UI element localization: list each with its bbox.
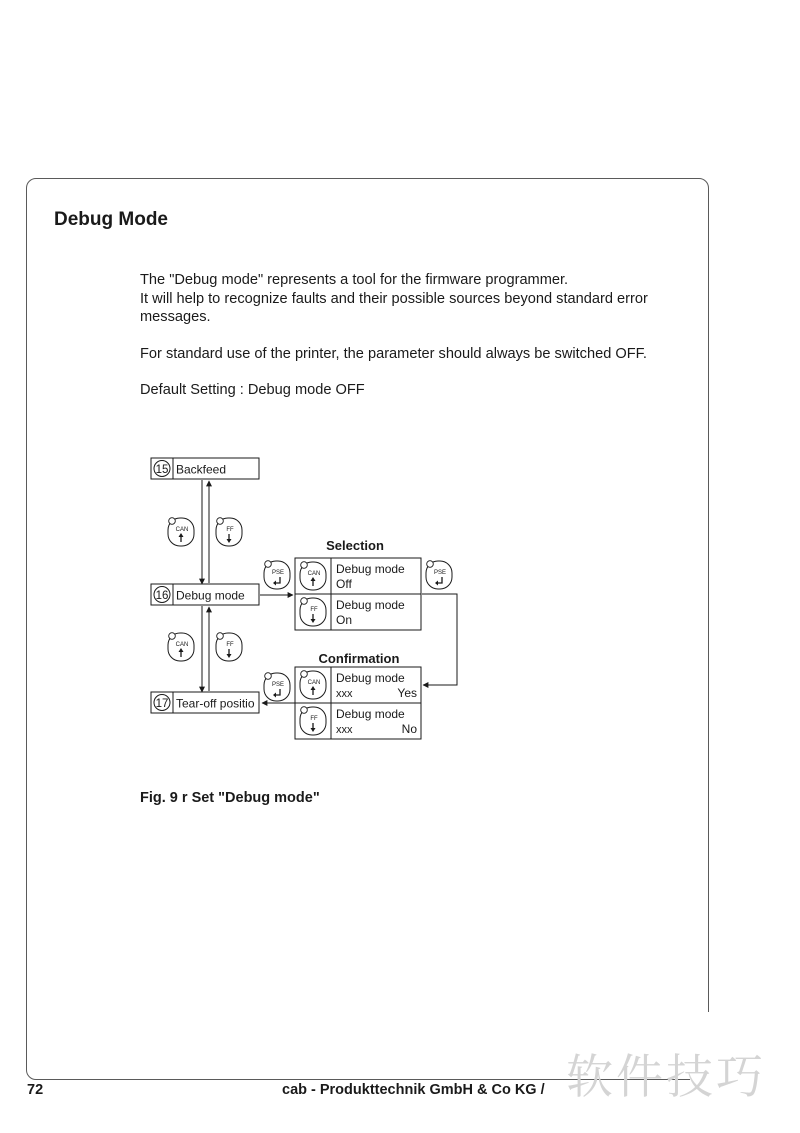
- usage-paragraph: For standard use of the printer, the parameter should always be switched OFF.: [140, 346, 647, 362]
- menu-item-17: [151, 692, 259, 713]
- can-up-key-icon: [300, 671, 326, 699]
- option-value: xxx: [336, 724, 353, 736]
- menu-item-label: Debug mode: [176, 588, 245, 603]
- selection-heading: Selection: [326, 538, 384, 553]
- page-number: 72: [27, 1082, 44, 1098]
- publisher-footer: cab - Produkttechnik GmbH & Co KG /: [282, 1082, 545, 1098]
- key-label: CAN: [307, 680, 321, 686]
- key-label: PSE: [433, 570, 447, 576]
- key-led-icon: [301, 671, 308, 678]
- default-setting: Default Setting : Debug mode OFF: [140, 382, 365, 398]
- key-led-icon: [265, 561, 272, 568]
- ff-down-key-icon: [216, 518, 242, 546]
- section-title: Debug Mode: [54, 209, 168, 230]
- key-led-icon: [169, 518, 176, 525]
- pse-enter-key-icon: [264, 561, 290, 589]
- key-label: FF: [310, 607, 318, 613]
- key-led-icon: [217, 633, 224, 640]
- key-led-icon: [169, 633, 176, 640]
- option-title: Debug mode: [336, 671, 405, 685]
- menu-item-number: 15: [155, 464, 169, 476]
- key-led-icon: [301, 707, 308, 714]
- key-led-icon: [217, 518, 224, 525]
- menu-item-label: Backfeed: [176, 462, 227, 477]
- key-label: FF: [310, 716, 318, 722]
- key-label: CAN: [307, 571, 321, 577]
- menu-item-number: 16: [155, 590, 169, 602]
- ff-down-key-icon: [300, 707, 326, 735]
- option-title: Debug mode: [336, 562, 405, 576]
- key-led-icon: [265, 673, 272, 680]
- key-led-icon: [301, 598, 308, 605]
- to-confirmation-arrow: [422, 594, 457, 685]
- key-led-icon: [301, 562, 308, 569]
- option-value: xxx: [336, 688, 353, 700]
- pse-enter-key-icon: [264, 673, 290, 701]
- figure-caption: Fig. 9 r Set "Debug mode": [140, 790, 320, 806]
- menu-item-label: Tear-off positio: [176, 696, 255, 711]
- key-label: CAN: [175, 642, 189, 648]
- confirmation-heading: Confirmation: [318, 651, 400, 666]
- key-label: CAN: [175, 527, 189, 533]
- key-label: FF: [226, 642, 234, 648]
- intro-line-1: The "Debug mode" represents a tool for the firmware programmer.: [140, 272, 569, 288]
- ff-down-key-icon: [300, 598, 326, 626]
- key-label: FF: [226, 527, 234, 533]
- key-label: PSE: [271, 570, 285, 576]
- menu-item-number: 17: [155, 698, 169, 710]
- key-led-icon: [427, 561, 434, 568]
- menu-item-16: [151, 584, 259, 605]
- pse-enter-key-icon: [426, 561, 452, 589]
- intro-line-2: It will help to recognize faults and their possible sources beyond standard error messages.: [140, 290, 648, 325]
- can-up-key-icon: [168, 518, 194, 546]
- option-state: Off: [336, 577, 352, 591]
- option-title: Debug mode: [336, 707, 405, 721]
- watermark-text: 软件技巧: [566, 1050, 766, 1105]
- option-state: On: [336, 613, 353, 627]
- menu-item-15: [151, 458, 259, 479]
- ff-down-key-icon: [216, 633, 242, 661]
- option-answer: No: [401, 722, 417, 736]
- can-up-key-icon: [300, 562, 326, 590]
- key-label: PSE: [271, 682, 285, 688]
- option-title: Debug mode: [336, 598, 405, 612]
- option-answer: Yes: [397, 686, 417, 700]
- can-up-key-icon: [168, 633, 194, 661]
